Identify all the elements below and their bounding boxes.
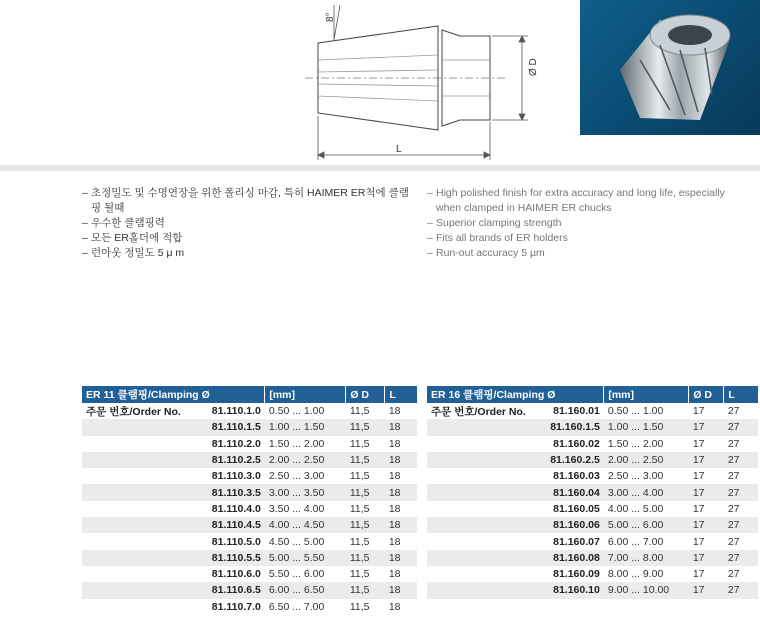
clamping-range-cell: 3.50 ... 4.00 xyxy=(265,501,346,517)
length-cell: 27 xyxy=(724,550,759,566)
diameter-cell: 11,5 xyxy=(346,566,385,582)
clamping-range-cell: 4.50 ... 5.00 xyxy=(265,533,346,549)
order-number-cell: 81.160.10 xyxy=(530,582,604,598)
order-label-cell xyxy=(82,582,185,598)
order-label-cell xyxy=(82,468,185,484)
feature-en-2: – Superior clamping strength xyxy=(427,216,747,231)
table-row xyxy=(82,550,417,566)
order-number-cell: 81.160.06 xyxy=(530,517,604,533)
length-cell: 27 xyxy=(724,468,759,484)
order-label-cell xyxy=(82,436,185,452)
order-label-cell xyxy=(427,517,530,533)
length-cell: 18 xyxy=(385,550,418,566)
diameter-cell: 11,5 xyxy=(346,599,385,615)
diameter-cell: 17 xyxy=(689,550,724,566)
order-number-cell: 81.110.1.0 xyxy=(185,403,265,419)
length-cell: 18 xyxy=(385,533,418,549)
order-number-cell: 81.160.05 xyxy=(530,501,604,517)
order-number-cell: 81.110.3.0 xyxy=(185,468,265,484)
feature-ko-2: – 우수한 클램핑력 xyxy=(82,216,412,231)
length-cell: 18 xyxy=(385,566,418,582)
order-label-cell: 주문 번호/Order No. xyxy=(427,403,530,419)
diameter-cell: 11,5 xyxy=(346,533,385,549)
length-cell: 18 xyxy=(385,403,418,419)
table-row xyxy=(427,501,758,517)
table-row xyxy=(82,452,417,468)
clamping-range-cell: 8.00 ... 9.00 xyxy=(604,566,689,582)
clamping-range-cell: 0.50 ... 1.00 xyxy=(265,403,346,419)
section-divider xyxy=(0,165,760,171)
clamping-range-cell: 7.00 ... 8.00 xyxy=(604,550,689,566)
table-row xyxy=(82,419,417,435)
order-number-cell: 81.110.1.5 xyxy=(185,419,265,435)
length-cell: 18 xyxy=(385,484,418,500)
length-cell: 27 xyxy=(724,436,759,452)
order-number-cell: 81.110.6.0 xyxy=(185,566,265,582)
table-title: ER 11 클램핑/Clamping Ø xyxy=(82,386,265,403)
order-label-cell xyxy=(82,517,185,533)
order-number-cell: 81.110.3.5 xyxy=(185,484,265,500)
order-label-cell xyxy=(427,468,530,484)
diameter-cell: 17 xyxy=(689,468,724,484)
collet-product-photo xyxy=(580,0,760,135)
table-row xyxy=(82,501,417,517)
order-number-cell: 81.110.5.0 xyxy=(185,533,265,549)
length-cell: 18 xyxy=(385,452,418,468)
length-cell: 27 xyxy=(724,403,759,419)
order-label-cell xyxy=(427,436,530,452)
length-cell: 27 xyxy=(724,452,759,468)
diameter-cell: 11,5 xyxy=(346,550,385,566)
length-cell: 18 xyxy=(385,599,418,615)
table-row xyxy=(427,436,758,452)
order-number-cell: 81.160.07 xyxy=(530,533,604,549)
table-row xyxy=(82,436,417,452)
order-label-cell xyxy=(82,599,185,615)
length-cell: 18 xyxy=(385,517,418,533)
length-cell: 27 xyxy=(724,484,759,500)
clamping-range-cell: 6.00 ... 6.50 xyxy=(265,582,346,598)
diameter-cell: 17 xyxy=(689,484,724,500)
feature-en-3: – Fits all brands of ER holders xyxy=(427,231,747,246)
table-row xyxy=(427,517,758,533)
feature-ko-3: – 모든 ER홀더에 적합 xyxy=(82,231,412,246)
er16-spec-table xyxy=(427,386,758,599)
length-cell: 27 xyxy=(724,582,759,598)
diameter-cell: 17 xyxy=(689,452,724,468)
clamping-range-cell: 2.00 ... 2.50 xyxy=(265,452,346,468)
order-label-cell xyxy=(427,501,530,517)
diameter-cell: 17 xyxy=(689,501,724,517)
diameter-cell: 17 xyxy=(689,436,724,452)
table-row xyxy=(82,484,417,500)
length-cell: 27 xyxy=(724,533,759,549)
diameter-cell: 11,5 xyxy=(346,403,385,419)
order-label-cell xyxy=(82,501,185,517)
order-label-cell xyxy=(427,582,530,598)
order-number-cell: 81.160.03 xyxy=(530,468,604,484)
diameter-cell: 17 xyxy=(689,517,724,533)
order-label-cell xyxy=(427,452,530,468)
order-number-cell: 81.110.4.0 xyxy=(185,501,265,517)
diameter-cell: 17 xyxy=(689,566,724,582)
diameter-cell: 11,5 xyxy=(346,468,385,484)
er11-table-body xyxy=(82,403,417,615)
length-cell: 18 xyxy=(385,436,418,452)
order-label-cell xyxy=(82,550,185,566)
table-row xyxy=(427,452,758,468)
table-row xyxy=(82,582,417,598)
clamping-range-cell: 2.50 ... 3.00 xyxy=(265,468,346,484)
clamping-range-cell: 2.00 ... 2.50 xyxy=(604,452,689,468)
order-label-cell xyxy=(82,566,185,582)
table-row xyxy=(82,403,417,419)
table-row xyxy=(82,517,417,533)
diameter-cell: 17 xyxy=(689,582,724,598)
diameter-cell: 11,5 xyxy=(346,419,385,435)
order-number-cell: 81.110.7.0 xyxy=(185,599,265,615)
diameter-cell: 11,5 xyxy=(346,484,385,500)
table-row xyxy=(427,484,758,500)
order-label-cell xyxy=(82,419,185,435)
clamping-range-cell: 1.50 ... 2.00 xyxy=(604,436,689,452)
er16-table-body xyxy=(427,403,758,599)
order-number-cell: 81.110.2.5 xyxy=(185,452,265,468)
table-title: ER 16 클램핑/Clamping Ø xyxy=(427,386,604,403)
length-cell: 18 xyxy=(385,468,418,484)
range-header: [mm] xyxy=(265,386,346,403)
diameter-cell: 11,5 xyxy=(346,452,385,468)
order-number-cell: 81.160.01 xyxy=(530,403,604,419)
clamping-range-cell: 4.00 ... 5.00 xyxy=(604,501,689,517)
order-number-cell: 81.160.1.5 xyxy=(530,419,604,435)
order-number-cell: 81.110.5.5 xyxy=(185,550,265,566)
er11-spec-table xyxy=(82,386,417,615)
diameter-header: Ø D xyxy=(689,386,724,403)
length-cell: 27 xyxy=(724,419,759,435)
diameter-cell: 17 xyxy=(689,419,724,435)
order-label-cell xyxy=(82,452,185,468)
length-cell: 18 xyxy=(385,582,418,598)
table-row xyxy=(427,566,758,582)
length-header: L xyxy=(385,386,418,403)
order-label-cell xyxy=(427,566,530,582)
clamping-range-cell: 5.00 ... 5.50 xyxy=(265,550,346,566)
order-number-cell: 81.110.2.0 xyxy=(185,436,265,452)
feature-en-4: – Run-out accuracy 5 µm xyxy=(427,246,747,261)
diameter-cell: 11,5 xyxy=(346,501,385,517)
diameter-label: Ø D xyxy=(528,58,539,76)
clamping-range-cell: 1.00 ... 1.50 xyxy=(604,419,689,435)
order-label-cell: 주문 번호/Order No. xyxy=(82,403,185,419)
length-cell: 27 xyxy=(724,517,759,533)
table-row xyxy=(82,533,417,549)
diameter-cell: 11,5 xyxy=(346,436,385,452)
table-row xyxy=(427,468,758,484)
table-row xyxy=(82,566,417,582)
clamping-range-cell: 0.50 ... 1.00 xyxy=(604,403,689,419)
features-korean xyxy=(82,186,412,261)
feature-en-1: – High polished finish for extra accuracy and long life, especially when clamped in HAIMER ER chucks xyxy=(427,186,747,216)
clamping-range-cell: 9.00 ... 10.00 xyxy=(604,582,689,598)
clamping-range-cell: 1.00 ... 1.50 xyxy=(265,419,346,435)
order-number-cell: 81.160.2.5 xyxy=(530,452,604,468)
length-cell: 27 xyxy=(724,566,759,582)
table-row xyxy=(427,533,758,549)
length-label: L xyxy=(396,144,402,155)
clamping-range-cell: 1.50 ... 2.00 xyxy=(265,436,346,452)
length-cell: 27 xyxy=(724,501,759,517)
clamping-range-cell: 3.00 ... 3.50 xyxy=(265,484,346,500)
order-label-cell xyxy=(427,419,530,435)
clamping-range-cell: 4.00 ... 4.50 xyxy=(265,517,346,533)
order-number-cell: 81.110.4.5 xyxy=(185,517,265,533)
range-header: [mm] xyxy=(604,386,689,403)
table-header-row xyxy=(427,386,758,403)
order-label-cell xyxy=(82,533,185,549)
length-header: L xyxy=(724,386,759,403)
diameter-cell: 11,5 xyxy=(346,517,385,533)
table-row xyxy=(82,599,417,615)
table-header-row xyxy=(82,386,417,403)
feature-ko-4: – 런아웃 정밀도 5 μ m xyxy=(82,246,412,261)
table-row xyxy=(82,468,417,484)
clamping-range-cell: 3.00 ... 4.00 xyxy=(604,484,689,500)
clamping-range-cell: 6.00 ... 7.00 xyxy=(604,533,689,549)
order-label-cell xyxy=(427,484,530,500)
diameter-cell: 17 xyxy=(689,533,724,549)
angle-label: 8° xyxy=(325,12,336,22)
order-label-cell xyxy=(427,533,530,549)
diameter-cell: 11,5 xyxy=(346,582,385,598)
table-row xyxy=(427,419,758,435)
table-row xyxy=(427,582,758,598)
order-number-cell: 81.160.09 xyxy=(530,566,604,582)
features-english xyxy=(427,186,747,261)
diameter-cell: 17 xyxy=(689,403,724,419)
order-number-cell: 81.110.6.5 xyxy=(185,582,265,598)
order-label-cell xyxy=(82,484,185,500)
order-number-cell: 81.160.08 xyxy=(530,550,604,566)
table-row xyxy=(427,403,758,419)
table-row xyxy=(427,550,758,566)
clamping-range-cell: 5.50 ... 6.00 xyxy=(265,566,346,582)
collet-technical-drawing xyxy=(300,0,550,165)
order-number-cell: 81.160.04 xyxy=(530,484,604,500)
diameter-header: Ø D xyxy=(346,386,385,403)
clamping-range-cell: 6.50 ... 7.00 xyxy=(265,599,346,615)
order-label-cell xyxy=(427,550,530,566)
feature-ko-1: – 초정밀도 및 수명연장을 위한 폴리싱 마감, 특히 HAIMER ER척에 클램핑 될때 xyxy=(82,186,412,216)
length-cell: 18 xyxy=(385,419,418,435)
length-cell: 18 xyxy=(385,501,418,517)
clamping-range-cell: 2.50 ... 3.00 xyxy=(604,468,689,484)
order-number-cell: 81.160.02 xyxy=(530,436,604,452)
clamping-range-cell: 5.00 ... 6.00 xyxy=(604,517,689,533)
